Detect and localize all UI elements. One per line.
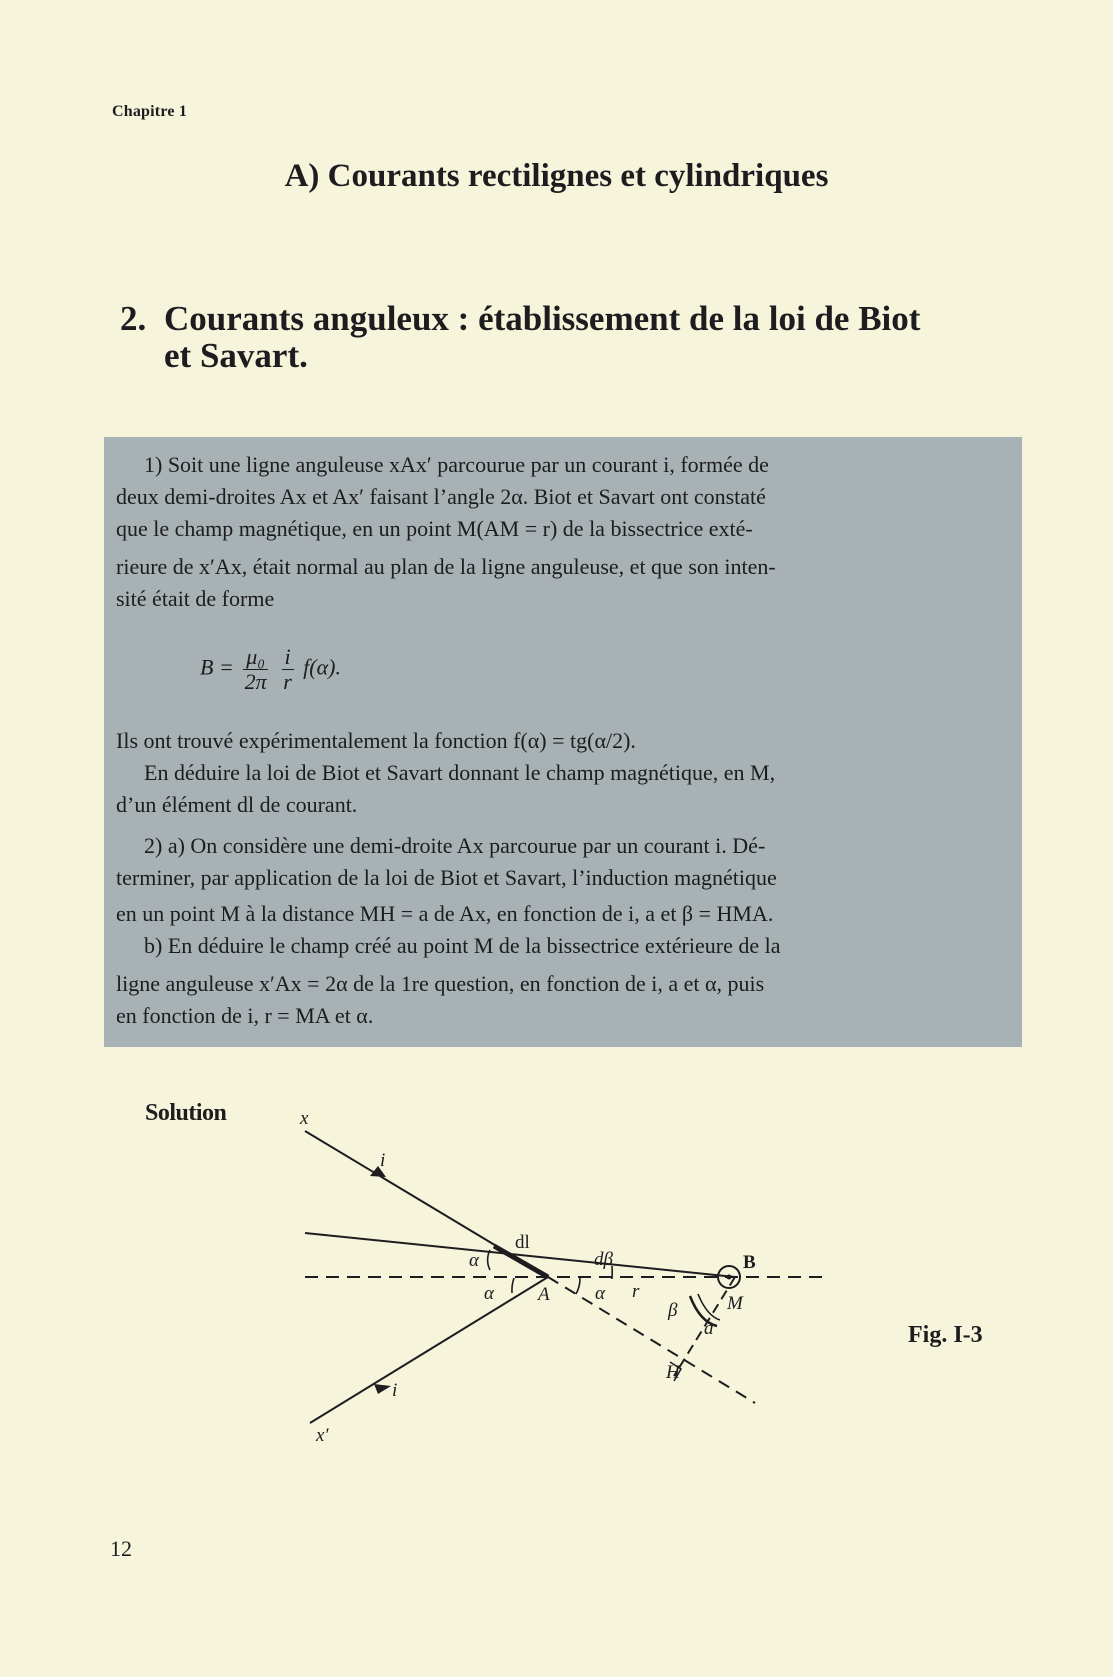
- label-a-distance: a: [704, 1318, 714, 1339]
- field-b-dot: [727, 1275, 732, 1280]
- statement-line: 2) a) On considère une demi-droite Ax parcourue par un courant i. Dé-: [144, 833, 766, 858]
- label-x-prime: x′: [316, 1425, 329, 1446]
- angle-arc-alpha-left: [512, 1278, 514, 1293]
- statement-line: En déduire la loi de Biot et Savart donnant le champ magnétique, en M,: [144, 760, 776, 785]
- half-line-ax-prime: [310, 1277, 548, 1423]
- running-head: Chapitre 1: [112, 103, 188, 120]
- statement-line: rieure de x′Ax, était normal au plan de la ligne anguleuse, et que son inten-: [116, 554, 776, 579]
- statement-line: Ils ont trouvé expérimentalement la fonction f(α) = tg(α/2).: [116, 728, 636, 753]
- label-alpha-right: α: [595, 1283, 605, 1304]
- formula-numerator: i: [282, 645, 294, 670]
- statement-line: sité était de forme: [116, 586, 275, 611]
- formula-denominator: r: [283, 669, 292, 694]
- label-dl: dl: [515, 1232, 530, 1253]
- label-r: r: [632, 1281, 640, 1302]
- formula-numerator: μ₀: [243, 645, 268, 670]
- label-dbeta: dβ: [594, 1249, 613, 1270]
- problem-title-line2: et Savart.: [164, 336, 308, 375]
- figure-caption: Fig. I-3: [908, 1322, 983, 1348]
- formula-lhs: B =: [200, 654, 234, 680]
- problem-title-line1: Courants anguleux : établissement de la loi de Biot: [164, 299, 921, 338]
- label-a-point: A: [538, 1284, 550, 1305]
- label-beta: β: [668, 1300, 678, 1321]
- label-i-top: i: [380, 1150, 386, 1171]
- formula-rhs: f(α).: [303, 654, 341, 680]
- statement-line: ligne anguleuse x′Ax = 2α de la 1re question, en fonction de i, a et α, puis: [116, 971, 765, 996]
- angle-arc-alpha-right: [576, 1278, 580, 1294]
- statement-line: deux demi-droites Ax et Ax′ faisant l’angle 2α. Biot et Savart ont constaté: [116, 484, 766, 509]
- label-h: H: [666, 1362, 680, 1383]
- statement-line: d’un élément dl de courant.: [116, 792, 358, 817]
- label-x: x: [300, 1108, 309, 1129]
- label-i-bottom: i: [392, 1380, 398, 1401]
- formula-denominator: 2π: [244, 669, 267, 694]
- label-alpha-left: α: [484, 1283, 494, 1304]
- section-title: A) Courants rectilignes et cylindriques: [284, 158, 829, 194]
- label-alpha-top: α: [469, 1250, 479, 1271]
- solution-label: Solution: [145, 1100, 227, 1126]
- current-arrow-bottom: [374, 1384, 391, 1394]
- statement-line: terminer, par application de la loi de Biot et Savart, l’induction magnétique: [116, 865, 777, 890]
- statement-line: 1) Soit une ligne anguleuse xAx′ parcourue par un courant i, formée de: [144, 452, 769, 477]
- label-m: M: [727, 1293, 743, 1314]
- statement-line: b) En déduire le champ créé au point M de la bissectrice extérieure de la: [144, 933, 781, 958]
- statement-line: que le champ magnétique, en un point M(AM = r) de la bissectrice exté-: [116, 516, 753, 541]
- label-b: B: [743, 1252, 756, 1273]
- statement-line: en un point M à la distance MH = a de Ax, en fonction de i, a et β = HMA.: [116, 901, 774, 926]
- page-number: 12: [110, 1536, 132, 1561]
- statement-line: en fonction de i, r = MA et α.: [116, 1003, 374, 1028]
- angle-arc-alpha-top: [488, 1250, 490, 1270]
- problem-number: 2.: [120, 299, 147, 338]
